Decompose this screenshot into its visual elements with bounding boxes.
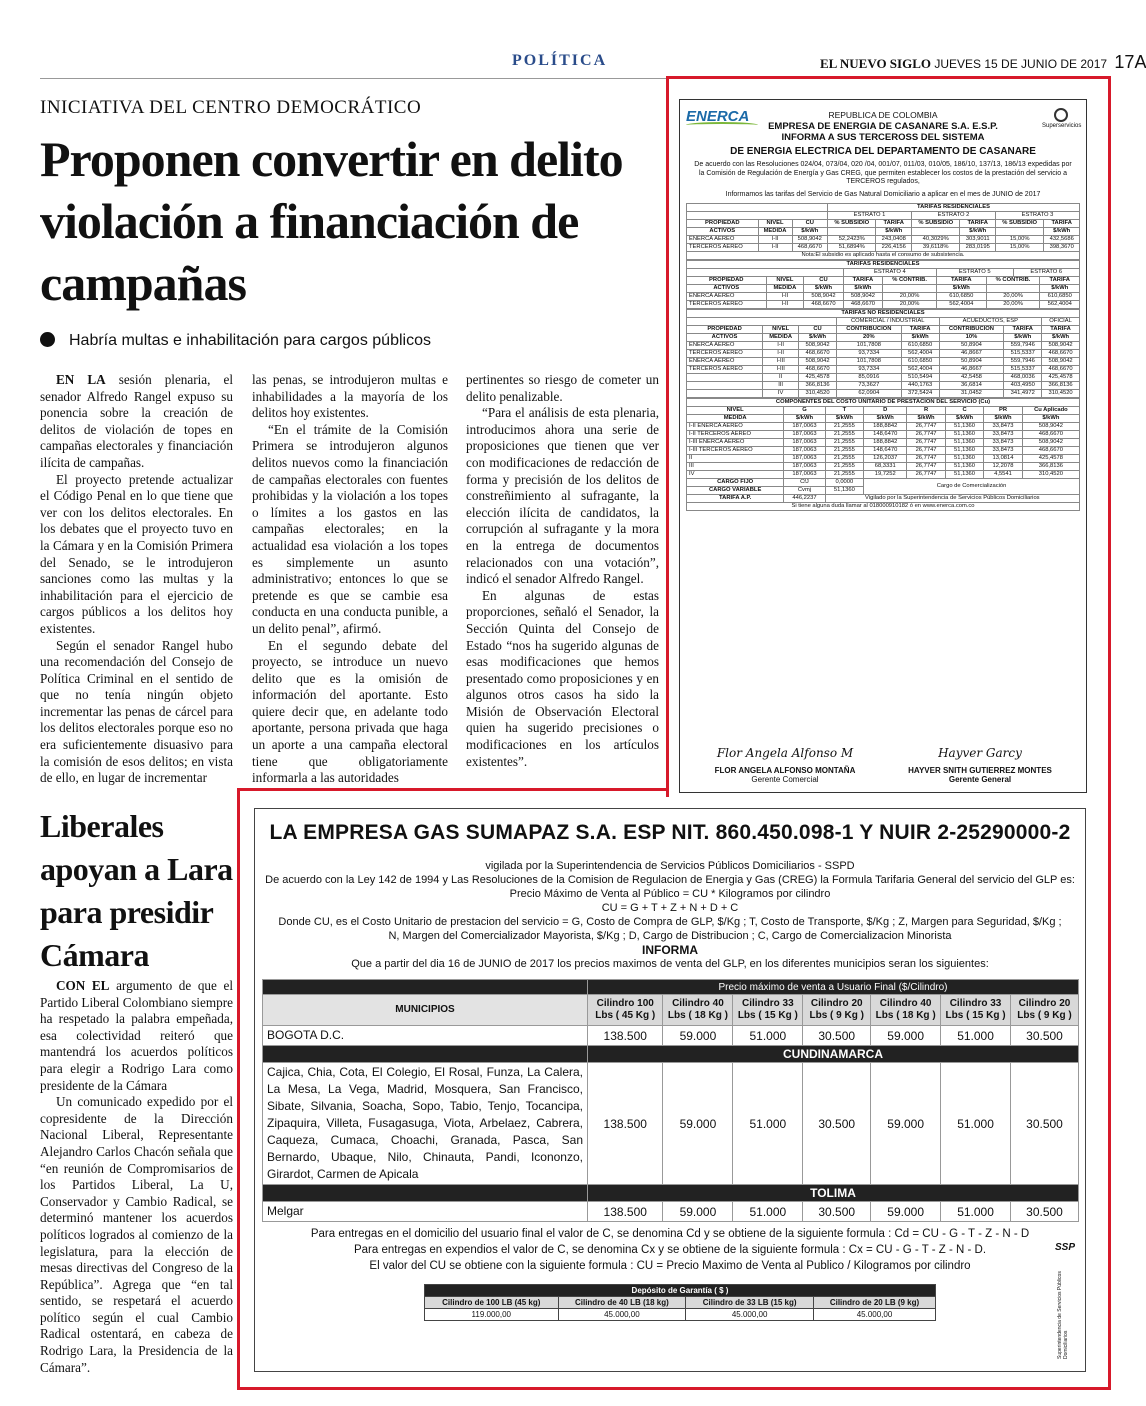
side-story-column [40,978,233,1376]
table-cell: 610,6850 [1040,292,1080,300]
table-cell: 283,0195 [960,243,996,251]
table-units-row: ACTIVOS MEDIDA $/kWh $/kWh $/kWh $/kWh [687,284,1080,292]
sumapaz-ad [254,808,1086,1372]
table-cell: 508,9042 [843,292,882,300]
table-cell: 187,0063 [784,438,825,446]
page-number: 17A [1114,52,1146,72]
table-cell: 188,8842 [864,422,907,430]
table-cell: I-II [763,349,799,357]
sumapaz-vigilada: vigilada por la Superintendencia de Servicios Públicos Domiciliarios - SSPD [485,860,855,872]
sumapaz-precio-formula: Precio Máximo de Venta al Público = CU * Kilogramos por cilindro [509,888,831,900]
table-cell: 562,4004 [1040,300,1080,308]
table-cell: 425,4578 [1042,373,1080,381]
table-cell: 33,8473 [984,446,1022,454]
story-column-3 [466,372,659,770]
table-row: Melgar 138.500 59.000 51.000 30.500 59.000 51.000 30.500 [263,1202,1079,1222]
table-band: TARIFAS NO RESIDENCIALES [687,309,1080,317]
sumapaz-cu-formula: CU = G + T + Z + N + D + C [601,902,739,914]
table-row [687,357,1080,365]
table-cell: TERCEROS AEREO [687,300,767,308]
signature-scrawl: Flor Angela Alfonso M [716,746,854,760]
table-cell: 21,2555 [825,430,863,438]
table-cell: 508,9042 [1042,357,1080,365]
table-cell: 50,8904 [939,341,1004,349]
table-cell: ENERCA AEREO [687,341,763,349]
masthead [820,52,1146,73]
table-cell: ENERCA AEREO [687,357,763,365]
table-row [687,292,1080,300]
side-story-headline: Liberales apoyan a Lara para presidir Cámara [40,808,233,973]
table-cell: 508,9042 [799,341,837,349]
table-row [687,454,1080,462]
table-cell: 372,5424 [901,389,939,397]
table-cell: 610,6850 [937,292,987,300]
table-cell: TERCEROS AEREO [687,365,763,373]
table-cell: 20,00% [986,300,1040,308]
table-cell: 398,3670 [1044,243,1080,251]
table-cell: I-II [763,341,799,349]
table-cell: 20,00% [986,292,1040,300]
table-cell: 366,8136 [1022,462,1079,470]
table-cell: I-II TERCEROS AEREO [687,430,784,438]
table-cell: 33,8473 [984,430,1022,438]
story-subhead [40,332,431,350]
nonresidential-table: TARIFAS NO RESIDENCIALES COMERCIAL / INDUSTRIAL ACUEDUCTOS, ESP OFICIAL PROPIEDAD NIVEL CU CONTRIBUCION TARIFA CONTRIBUCION TARIFA TARIFA ACTIVOS MEDIDA $/kWh 20% $/kWh 10% $/kWh $/kWh ENERCA AEREO I-II 508,9042 101,7808 610,6850 50,8904 559,7946 508,9042 TERCEROS AEREO I-II 468,6670 93,7334 562,4004 46,8667 515,5337 468,6670 ENERCA AEREO I-III 508,9042 101,7808 610,6850 50,8904 559,7946 508,9042 TERCEROS AEREO I-III 468,6670 93,7334 562,4004 46,8667 515,5337 468,6670 II 425,4578 85,0916 510,5494 42,5458 468,0036 425,4578 III 366,8136 73,3627 440,1763 36,6814 403,4950 366,8136 IV 310,4520 62,0904 372,5424 31,0452 341,4972 310,4520 [686,309,1080,398]
table-cell: I-III [763,357,799,365]
table-cell: 508,9042 [1022,422,1079,430]
story-paragraph: pertinentes so riesgo de cometer un delito penalizable. [466,372,659,404]
table-cell: 13,0814 [984,454,1022,462]
table-cell: I-II [758,235,792,243]
table-cell: 21,2555 [825,462,863,470]
table-cell: 51,6894% [828,243,876,251]
table-cell: 468,6670 [843,300,882,308]
table-row [687,381,1080,389]
signature-comercial: Flor Angela Alfonso M FLOR ANGELA ALFONSO MONTAÑA Gerente Comercial [695,746,875,784]
story-paragraph: Un comunicado expedido por el copresidente de la Dirección Nacional Liberal, Representante Alejandro Carlos Chacón señala que “en reunión de Compromisarios de los Partidos Liberal, La U, Conservador y Cambio Radical, se determinó mantener los acuerdos políticos logrados al comienzo de la legislatura, para la elección de mesas directivas del Congreso de la República”. Agrega que “en tal sentido, se respetará el acuerdo político según el cual Cambio Radical ostentará, en cabeza de Rodrigo Lara, la Presidencia de la Cámara”. [40,1094,233,1375]
table-cell: 515,5337 [1004,365,1042,373]
table-cell: 468,6670 [804,300,843,308]
table-cell: 62,0904 [836,389,901,397]
table-row [687,349,1080,357]
sumapaz-informa: INFORMA [642,943,698,957]
story-paragraph: EN LA sesión plenaria, el senador Alfredo Rangel expuso su ponencia sobre la creación de delitos de violación de topes en campañas electorales y financiación ilícita de campañas. [40,372,234,470]
table-cell: 4,5541 [984,470,1022,478]
table-cell: 26,7747 [907,438,945,446]
table-cell: 26,7747 [907,430,945,438]
table-cell: 101,7808 [836,341,901,349]
table-cell: 468,6670 [1042,349,1080,357]
table-row: 119.000,00 45.000,00 45.000,00 45.000,00 [425,1309,936,1321]
table-cell: 187,0063 [784,462,825,470]
table-cell: 26,7747 [907,446,945,454]
lead-in: EN LA [56,372,106,387]
sumapaz-title: LA EMPRESA GAS SUMAPAZ S.A. ESP NIT. 860.450.098-1 Y NUIR 2-25290000-2 [269,821,1071,844]
table-cell: 148,6470 [864,430,907,438]
table-cell: 366,8136 [799,381,837,389]
enerca-inform: Informamos las tarifas del Servicio de Gas Natural Domiciliario a aplicar en el mes de JUNIO de 2017 [725,190,1041,198]
table-cell: 101,7808 [836,357,901,365]
table-cell: 20,00% [883,300,937,308]
table-cell: 126,2037 [864,454,907,462]
story-paragraph: En algunas de estas proporciones, señaló el Senador, la Sección Quinta del Consejo de Estado “nos ha sugerido algunas de esas modificaciones que hemos presentado como proposiciones y en algunos otros casos ha sido la Misión de Observación Electoral quien ha sugerido precisiones o modificaciones en los artículos existentes”. [466,587,659,769]
table-cell: 51,1360 [945,430,983,438]
bullet-icon [40,332,55,347]
table-header-row: PROPIEDAD NIVEL CU CONTRIBUCION TARIFA CONTRIBUCION TARIFA TARIFA [687,325,1080,333]
municipios-header: MUNICIPIOS [263,995,588,1026]
table-header-row: PROPIEDAD NIVEL CU TARIFA % CONTRIB. TARIFA % CONTRIB. TARIFA [687,276,1080,284]
table-cell: 148,6470 [864,446,907,454]
table-cell: 341,4972 [1004,389,1042,397]
section-name: POLÍTICA [512,52,608,69]
table-row [687,438,1080,446]
issue-date: JUEVES 15 DE JUNIO DE 2017 [934,57,1108,71]
table-cell: 36,6814 [939,381,1004,389]
table-cell: 310,4520 [799,389,837,397]
table-cell: I-II [758,243,792,251]
signature-scrawl: Hayver Garcy [938,746,1022,760]
sumapaz-formulas [255,1226,1085,1274]
table-cell: 51,1360 [945,462,983,470]
table-cell: 20,00% [883,292,937,300]
table-row [687,389,1080,397]
story-paragraph: CON EL argumento de que el Partido Liberal Colombiano siempre ha respetado la palabra empeñada, esa colectividad reiteró que mantendrá los acuerdos políticos para elegir a Rodrigo Lara como presidente de la Cámara [40,978,234,1093]
residential-table-1: TARIFAS RESIDENCIALES ESTRATO 1 ESTRATO 2 ESTRATO 3 PROPIEDAD NIVEL CU % SUBSIDIO TARIFA % SUBSIDIO TARIFA % SUBSIDIO TARIFA ACTIVOS MEDIDA $/kWh $/kWh $/kWh $/kWh ENERCA AEREO I-II 508,9042 52,2423% 243,0408 40,3029% 303,9011 15,00% 432,5686 TERCEROS AEREO I-II 468,6670 51,6894% 226,4156 39,6118% 283,0195 15,00% 398,3670 Nota:El subsidio es aplicado hasta el consumo de subsistencia. [686,203,1080,260]
table-band: TARIFAS RESIDENCIALES [687,260,1080,268]
table-cell: 187,0063 [784,470,825,478]
enerca-heading: REPUBLICA DE COLOMBIA EMPRESA DE ENERGIA DE CASANARE S.A. E.S.P. INFORMA A SUS TERCEROSS DEL SISTEMA DE ENERGIA ELECTRICA DEL DEPARTAMENTO DE CASANARE [730,110,1036,157]
table-cell: 610,6850 [901,357,939,365]
sumapaz-donde-2: N, Margen del Comercializador Mayorista, $/Kg ; D, Cargo de Distribucion ; C, Cargo de Comercializacion Minorista [388,930,952,942]
table-units-row: ACTIVOS MEDIDA $/kWh 20% $/kWh 10% $/kWh $/kWh [687,333,1080,341]
table-cell: II [687,454,784,462]
table-cell: 425,4578 [1022,454,1079,462]
table-row [687,462,1080,470]
deposit-table [424,1284,936,1321]
table-cell: 21,2555 [825,454,863,462]
glp-price-table [262,979,1079,1222]
table-cell: 468,6670 [1042,365,1080,373]
table-cell: 33,8473 [984,422,1022,430]
table-cell: 432,5686 [1044,235,1080,243]
table-cell: 187,0063 [784,446,825,454]
story-paragraph: las penas, se introdujeron multas e inhabilidades a la mayoría de los delitos hoy existentes. [252,372,448,421]
region-row: CUNDINAMARCA [263,1046,1079,1063]
enerca-intro: De acuerdo con las Resoluciones 024/04, 073/04, 020 /04, 001/07, 011/03, 010/05, 186/10, 137/13, 186/13 expedidas por la Comisión de Regulación de Energía y Gas CREG, que permiten establecer los costos de la prestación del servicio a TERCEROS regulados, [694,161,1072,185]
table-cell: 226,4156 [876,243,912,251]
table-cell: 187,0063 [784,422,825,430]
table-cell: 51,1360 [945,454,983,462]
table-row [687,470,1080,478]
table-cell: 610,6850 [901,341,939,349]
table-cell: 508,9042 [804,292,843,300]
table-cell: 515,5337 [1004,349,1042,357]
table-units-row: MEDIDA $/kWh $/kWh $/kWh $/kWh $/kWh $/kWh $/kWh [687,414,1080,422]
table-cell: 15,00% [995,243,1043,251]
story-column-2 [252,372,448,787]
story-paragraph: “En el trámite de la Comisión Primera se introdujeron algunos delitos nuevos como la financiación de campañas electorales con fuentes prohibidas y la violación a los topes o límites a los gastos en las campañas electorales; en la actualidad esa violación a los topes es simplemente un asunto administrativo; entonces lo que se pretende es que se cambie esa conducta en una conducta punible, a un delito penal”, afirmó. [252,421,448,636]
table-row [687,341,1080,349]
table-cell: 508,9042 [792,235,828,243]
table-cell: 15,00% [995,235,1043,243]
sumapaz-acuerdo: De acuerdo con la Ley 142 de 1994 y Las Resoluciones de la Comision de Regulacion de Energia y Gas (CREG) la Formula Tarifaria General del servicio del GLP es: [265,874,1075,886]
table-row [687,365,1080,373]
table-cell: 310,4520 [1022,470,1079,478]
table-cell: 303,9011 [960,235,996,243]
table-header-row: Cilindro de 100 LB (45 kg) Cilindro de 40 LB (18 kg) Cilindro de 33 LB (15 kg) Cilindro de 20 LB (9 kg) [425,1297,936,1309]
story-headline: Proponen convertir en delito violación a financiación de campañas [40,131,623,311]
table-cell: 19,7252 [864,470,907,478]
table-cell: 187,0063 [784,430,825,438]
table-band: Depósito de Garantía ( $ ) [425,1285,936,1297]
table-cell: 93,7334 [836,365,901,373]
table-cell: 85,0916 [836,373,901,381]
table-cell: 508,9042 [799,357,837,365]
story-kicker: INICIATIVA DEL CENTRO DEMOCRÁTICO [40,97,422,118]
table-cell: I-III [763,365,799,373]
table-cell: 510,5494 [901,373,939,381]
table-row [687,300,1080,308]
enerca-ad [679,99,1087,793]
table-cell: 21,2555 [825,446,863,454]
table-cell: 51,1360 [945,446,983,454]
story-paragraph: “Para el análisis de esta plenaria, introducimos ahora una serie de proposiciones que tienen que ver con modificaciones de redacción de forma y precisión de los delitos de constreñimiento al sufragante, la elección ilícita de candidatos, la corrupción al sufragante y la mora en la entrega de documentos relacionados con una votación”, indicó el senador Alfredo Rangel. [466,405,659,587]
table-cell: 40,3029% [912,235,960,243]
enerca-tables [686,203,1080,511]
table-cell: 93,7334 [836,349,901,357]
table-row [687,235,1080,243]
ssp-vertical-text: Superintendencia de Servicios Públicos Domiciliarios [1057,1271,1069,1359]
table-cell: 21,2555 [825,438,863,446]
table-cell: 33,8473 [984,438,1022,446]
table-cell: 68,3331 [864,462,907,470]
table-row: BOGOTA D.C. 138.500 59.000 51.000 30.500 59.000 51.000 30.500 [263,1026,1079,1046]
table-cell: 468,6670 [1022,430,1079,438]
story-paragraph: En el segundo debate del proyecto, se introduce un nuevo delito que es la omisión de información del aportante. Esto quiere decir que, en adelante todo aportante, persona privada que haga un aporte a una campaña electoral tiene que obligatoriamente informarla a las autoridades [252,637,448,786]
table-band: Precio máximo de venta a Usuario Final ($/Cilindro) [588,980,1079,995]
table-cell: 425,4578 [799,373,837,381]
formula-cd: Para entregas en el domicilio del usuario final el valor de C, se denomina Cd y se obtiene de la siguiente formula : Cd = CU - G - T - Z - N - D [310,1228,1030,1240]
table-cell: 243,0408 [876,235,912,243]
table-cell: TERCEROS AEREO [687,243,759,251]
table-cell: 73,3627 [836,381,901,389]
table-cell: 26,7747 [907,454,945,462]
table-cell: II [763,373,799,381]
table-row [687,430,1080,438]
residential-table-2: TARIFAS RESIDENCIALES ESTRATO 4 ESTRATO 5 ESTRATO 6 PROPIEDAD NIVEL CU TARIFA % CONTRIB. TARIFA % CONTRIB. TARIFA ACTIVOS MEDIDA $/kWh $/kWh $/kWh $/kWh ENERCA AEREO I-II 508,9042 508,9042 20,00% 610,6850 20,00% 610,6850 TERCEROS AEREO I-II 468,6670 468,6670 20,00% 562,4004 20,00% 562,4004 [686,260,1080,309]
table-cell: 21,2555 [825,422,863,430]
table-row [687,243,1080,251]
formula-cx: Para entregas en expendios el valor de C, se denomina Cx y se obtiene de la siguiente formula : Cx = CU - G - T - Z - N - D. [353,1244,987,1256]
ssp-icon [1054,108,1068,122]
table-cell: 562,4004 [901,349,939,357]
table-cell: ENERCA AEREO [687,235,759,243]
table-cell: 188,8842 [864,438,907,446]
table-cell: I-II [766,300,804,308]
table-cell: 440,1763 [901,381,939,389]
table-cell: ENERCA AEREO [687,292,767,300]
story-paragraph: Según el senador Rangel hubo una recomendación del Consejo de Política Criminal en el sentido de que no tenía ningún objeto incrementar las penas de cárcel para los delitos electorales porque eso no era suficientemente disuasivo para la comisión de esos delitos; en vista de ello, en lugar de incrementar [40,637,233,786]
table-cell: 12,2078 [984,462,1022,470]
table-cell: 508,9042 [1022,438,1079,446]
table-cell: IV [763,389,799,397]
table-cell: 51,1360 [945,422,983,430]
table-cell: 468,0036 [1004,373,1042,381]
table-cell: 403,4950 [1004,381,1042,389]
table-cell: 310,4520 [1042,389,1080,397]
table-cell: I-III ENERCA AEREO [687,438,784,446]
table-cell [687,373,763,381]
table-cell: 468,6670 [799,365,837,373]
subhead-text: Habría multas e inhabilitación para cargos públicos [69,332,431,349]
story-paragraph: El proyecto pretende actualizar el Código Penal en lo que tiene que ver con los delitos electorales. En los debates que el proyecto tuvo en la Cámara y en la Comisión Primera del Senado, se le introdujeron sanciones como las multas y la inhabilitación para el ejercicio de cargos públicos a los delitos hoy existentes. [40,471,233,636]
formula-cu: El valor del CU se obtiene con la siguiente formula : CU = Precio Maximo de Venta al Publico / Kilogramos por cilindro [369,1260,971,1272]
table-header-row: PROPIEDAD NIVEL CU % SUBSIDIO TARIFA % SUBSIDIO TARIFA % SUBSIDIO TARIFA [687,219,1080,227]
table-cell: 31,0452 [939,389,1004,397]
contact-line: Si tiene alguna duda llamar al 018000910182 ó en www.enerca.com.co [687,502,1080,510]
table-band: TARIFAS RESIDENCIALES [828,203,1080,211]
table-row [687,373,1080,381]
table-cell: 46,8667 [939,349,1004,357]
table-units-row: ACTIVOS MEDIDA $/kWh $/kWh $/kWh $/kWh [687,227,1080,235]
newspaper-name: EL NUEVO SIGLO [820,56,931,71]
table-cell: III [763,381,799,389]
table-cell: 366,8136 [1042,381,1080,389]
table-cell: IV [687,470,784,478]
table-note: Nota:El subsidio es aplicado hasta el consumo de subsistencia. [687,251,1080,259]
table-header-row: MUNICIPIOS Cilindro 100 Lbs ( 45 Kg ) Cilindro 40 Lbs ( 18 Kg ) Cilindro 33 Lbs ( 15 Kg ) Cilindro 20 Lbs ( 9 Kg ) Cilindro 40 Lbs ( 18 Kg ) Cilindro 33 Lbs ( 15 Kg ) Cilindro 20 Lbs ( 9 Kg ) [263,995,1079,1026]
table-cell: 559,7946 [1004,357,1042,365]
table-cell: I-III TERCEROS AEREO [687,446,784,454]
cost-components-table: COMPONENTES DEL COSTO UNITARIO DE PRESTACION DEL SERVICIO (Cu) NIVEL G T D R C PR Cu Aplicado MEDIDA $/kWh $/kWh $/kWh $/kWh $/kWh $/kWh $/kWh I-II ENERCA AEREO 187,0063 21,2555 188,8842 26,7747 51,1360 33,8473 508,9042 I-II TERCEROS AEREO 187,0063 21,2555 148,6470 26,7747 51,1360 33,8473 468,6670 I-III ENERCA AEREO 187,0063 21,2555 188,8842 26,7747 51,1360 33,8473 508,9042 I-III TERCEROS AEREO 187,0063 21,2555 148,6470 26,7747 51,1360 33,8473 468,6670 II 187,0063 21,2555 126,2037 26,7747 51,1360 13,0814 425,4578 III 187,0063 21,2555 68,3331 26,7747 51,1360 12,2078 366,8136 IV 187,0063 21,2555 19,7252 26,7747 51,1360 4,5541 310,4520 CARGO FIJO CfJ 0,0000 Cargo de Comercialización CARGO VARIABLE Cvmj 51,1360 TARIFA A.P. 446,2237 Vigilado por la Superintendencia de Servicios Públicos Domiciliarios Si tiene alguna duda llamar al 018000910182 ó en www.enerca.com.co [686,398,1080,511]
table-cell: 562,4004 [901,365,939,373]
table-cell: 508,9042 [1042,341,1080,349]
table-cell: TERCEROS AEREO [687,349,763,357]
table-cell: 50,8904 [939,357,1004,365]
table-row: Cajica, Chia, Cota, El Colegio, El Rosal, Funza, La Calera, La Mesa, La Vega, Madrid, Mosquera, San Francisco, Sibate, Silvania, Soacha, Sopo, Tabio, Tenjo, Tocancipa, Zipaquira, Villeta, Fusagasuga, Viota, Arbelaez, Cabrera, Caqueza, Cumaca, Choachi, Granada, Pasca, San Bernardo, Ubaque, Nilo, Chinauta, Pandi, Icononzo, Girardot, Carmen de Apicala 138.500 59.000 51.000 30.500 59.000 51.000 30.500 [263,1063,1079,1185]
superservicios-logo: Superservicios [1042,108,1080,129]
table-cell: I-II [766,292,804,300]
signature-general: Hayver Garcy HAYVER SNITH GUTIERREZ MONTES Gerente General [890,746,1070,784]
table-cell: 468,6670 [792,243,828,251]
table-cell: 21,2555 [825,470,863,478]
table-cell [687,381,763,389]
table-band: COMPONENTES DEL COSTO UNITARIO DE PRESTACION DEL SERVICIO (Cu) [687,398,1080,406]
sumapaz-apartir: Que a partir del dia 16 de JUNIO de 2017 los precios maximos de venta del GLP, en los diferentes municipios seran los siguientes: [351,958,989,970]
table-cell: 187,0063 [784,454,825,462]
enerca-logo: ENERCA [686,108,758,128]
table-header-row: NIVEL G T D R C PR Cu Aplicado [687,406,1080,414]
table-row [687,422,1080,430]
sumapaz-donde-1: Donde CU, es el Costo Unitario de prestacion del servicio = G, Costo de Compra de GLP, $/Kg ; T, Costo de Transporte, $/Kg ; Z, Margen para Seguridad, $/Kg ; [278,916,1062,928]
table-cell: III [687,462,784,470]
table-cell: 42,5458 [939,373,1004,381]
table-cell: 26,7747 [907,462,945,470]
ssp-logo: SSP [1054,1242,1075,1253]
table-cell: I-II ENERCA AEREO [687,422,784,430]
table-cell: 26,7747 [907,422,945,430]
story-column-1 [40,372,233,787]
table-cell: 468,6670 [1022,446,1079,454]
table-cell: 52,2423% [828,235,876,243]
table-cell [687,389,763,397]
table-cell: 46,8667 [939,365,1004,373]
table-cell: 559,7946 [1004,341,1042,349]
table-cell: 39,6118% [912,243,960,251]
table-cell: 468,6670 [799,349,837,357]
table-cell: 26,7747 [907,470,945,478]
table-cell: 51,1360 [945,438,983,446]
region-row: TOLIMA [263,1185,1079,1202]
lead-in: CON EL [56,978,110,993]
table-row [687,446,1080,454]
table-cell: 51,1360 [945,470,983,478]
table-cell: 562,4004 [937,300,987,308]
